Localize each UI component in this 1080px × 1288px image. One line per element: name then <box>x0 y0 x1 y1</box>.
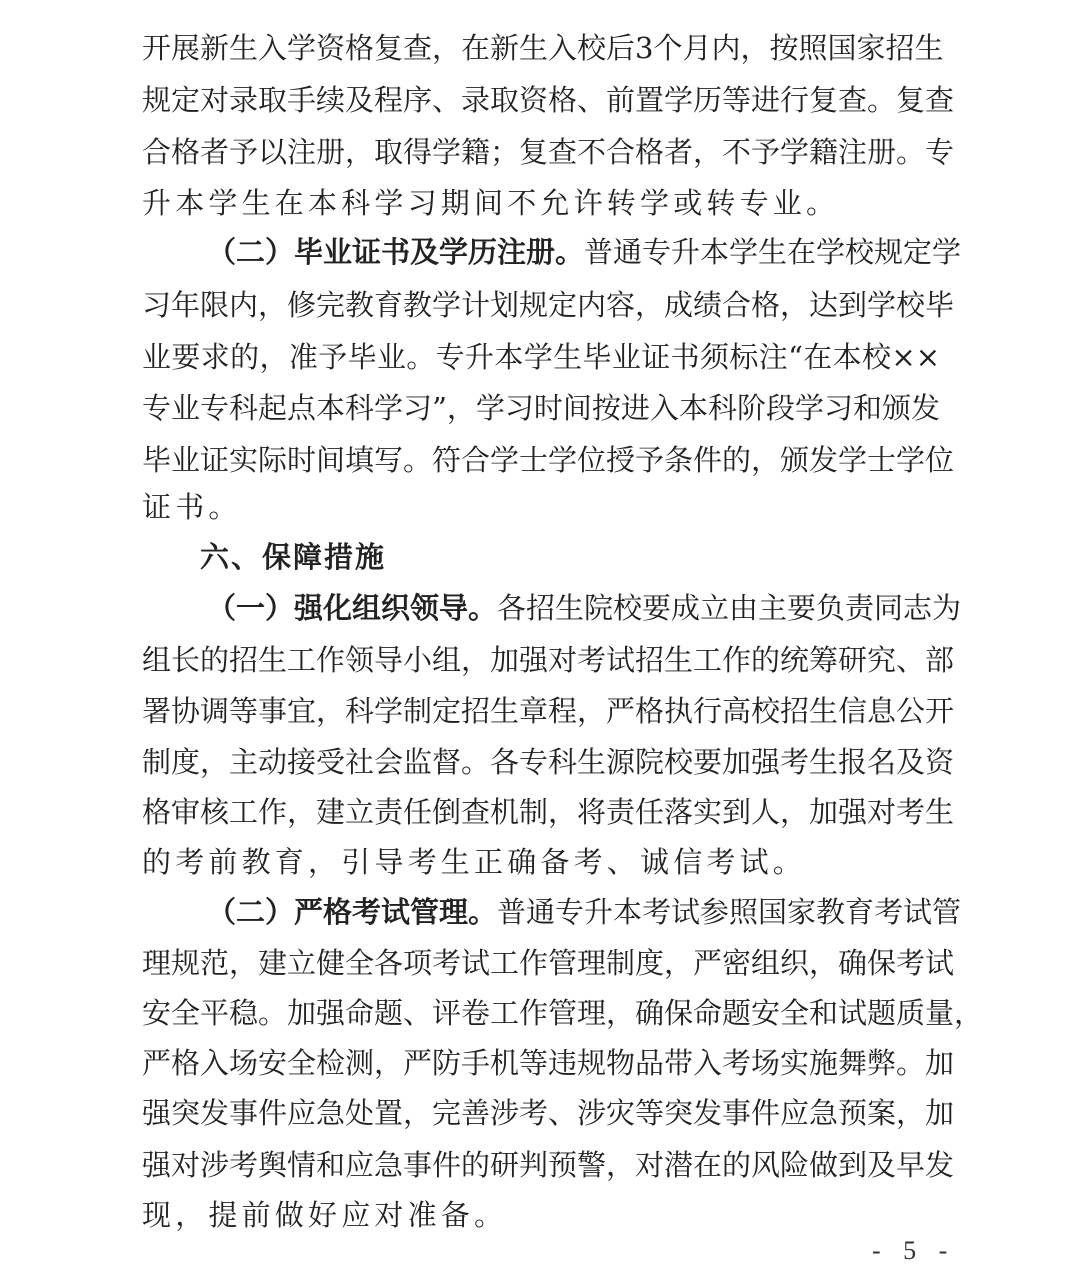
text-line <box>142 337 940 377</box>
text-line <box>142 440 955 480</box>
line-text: 强对涉考舆情和应急事件的研判预警，对潜在的风险做到及早发 <box>142 1148 955 1182</box>
text-line <box>142 993 984 1033</box>
text-line <box>142 1195 507 1235</box>
text-line <box>142 792 955 832</box>
text-line <box>207 892 962 932</box>
text-line <box>142 842 806 882</box>
line-text: 的考前教育，引导考生正确备考、诚信考试。 <box>142 845 807 879</box>
text-line <box>142 640 955 680</box>
line-text: 习年限内，修完教育教学计划规定内容，成绩合格，达到学校毕 <box>142 288 955 322</box>
line-text: 专业专科起点本科学习”，学习时间按进入本科阶段学习和颁发 <box>142 391 940 425</box>
line-text: 合格者予以注册，取得学籍；复查不合格者，不予学籍注册。专 <box>142 135 955 169</box>
line-text: 严格入场安全检测，严防手机等违规物品带入考场实施舞弊。加 <box>142 1046 955 1080</box>
text-line <box>142 132 955 172</box>
paragraph-lead: （一）强化组织领导。 <box>207 591 498 625</box>
line-text: 组长的招生工作领导小组，加强对考试招生工作的统筹研究、部 <box>142 643 955 677</box>
text-line <box>207 232 962 272</box>
line-text: 制度，主动接受社会监督。各专科生源院校要加强考生报名及资 <box>142 745 955 779</box>
line-text: 开展新生入学资格复查，在新生入校后3个月内，按照国家招生 <box>142 31 944 65</box>
paragraph-lead: （二）毕业证书及学历注册。 <box>207 235 585 269</box>
line-text: 现，提前做好应对准备。 <box>142 1198 508 1232</box>
text-line <box>200 537 386 577</box>
line-text: 安全平稳。加强命题、评卷工作管理，确保命题安全和试题质量， <box>142 996 984 1030</box>
text-line <box>142 28 944 68</box>
line-text: 强突发事件应急处置，完善涉考、涉灾等突发事件应急预案，加 <box>142 1096 955 1130</box>
line-text: 署协调等事宜，科学制定招生章程，严格执行高校招生信息公开 <box>142 694 955 728</box>
line-text: 各招生院校要成立由主要负责同志为 <box>497 591 962 625</box>
line-text: 业要求的，准予毕业。专升本学生毕业证书须标注“在本校×× <box>142 340 940 374</box>
line-text: 毕业证实际时间填写。符合学士学位授予条件的，颁发学士学位 <box>142 443 955 477</box>
text-line <box>142 487 242 527</box>
text-line <box>142 183 839 223</box>
page-number: - 5 - <box>872 1236 956 1265</box>
text-line <box>142 285 955 325</box>
line-text: 普通专升本学生在学校规定学 <box>584 235 962 269</box>
text-line <box>207 588 962 628</box>
text-line <box>142 80 955 120</box>
line-text: 规定对录取手续及程序、录取资格、前置学历等进行复查。复查 <box>142 83 955 117</box>
text-line <box>142 742 955 782</box>
paragraph-lead: （二）严格考试管理。 <box>207 895 498 929</box>
line-text: 六、保障措施 <box>200 540 387 574</box>
line-text: 理规范，建立健全各项考试工作管理制度，严密组织，确保考试 <box>142 946 955 980</box>
text-line <box>142 1145 955 1185</box>
line-text: 证书。 <box>142 490 242 524</box>
text-line <box>142 1093 955 1133</box>
line-text: 升本学生在本科学习期间不允许转学或转专业。 <box>142 186 840 220</box>
text-line <box>142 943 955 983</box>
text-line <box>142 388 940 428</box>
line-text: 普通专升本考试参照国家教育考试管 <box>497 895 962 929</box>
line-text: 格审核工作，建立责任倒查机制，将责任落实到人，加强对考生 <box>142 795 955 829</box>
text-line <box>142 691 955 731</box>
text-line <box>142 1043 955 1083</box>
